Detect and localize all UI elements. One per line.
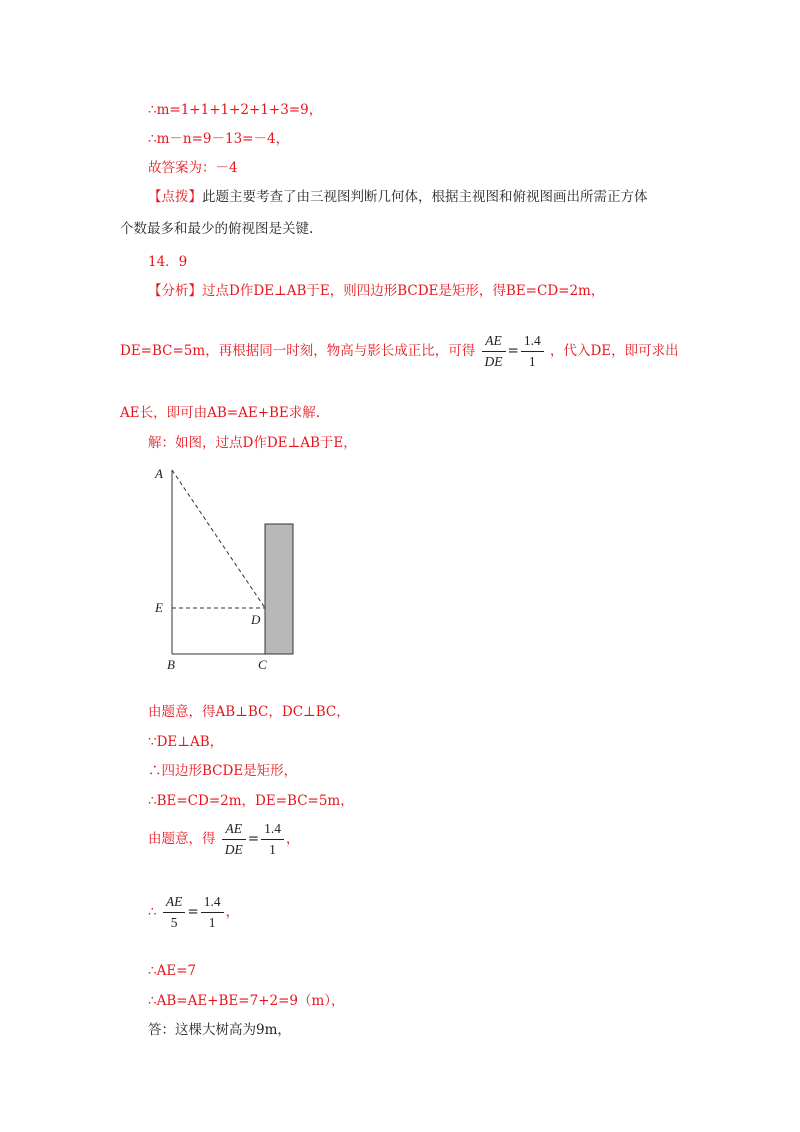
- question-number: 14．9: [148, 254, 188, 270]
- fraction-denominator: 5: [170, 915, 178, 930]
- equals-sign: =: [507, 343, 519, 359]
- line-m-sum: ∴m=1+1+1+2+1+3=9，: [148, 102, 323, 118]
- fraction-ae-de: [222, 820, 246, 859]
- geometry-figure: [150, 462, 310, 672]
- line-comment: [148, 188, 648, 206]
- fraction-ratio: [201, 893, 224, 932]
- line-because: ∵DE⊥AB，: [148, 734, 224, 750]
- line-ae-result: ∴AE=7: [148, 963, 197, 979]
- line-analysis-end: AE长，即可由AB=AE+BE求解.: [120, 405, 321, 421]
- therefore-symbol: ∴: [148, 904, 157, 920]
- label-e: E: [155, 600, 163, 615]
- comment-text: 此题主要考查了由三视图判断几何体，根据主视图和俯视图画出所需正方体: [202, 189, 648, 205]
- line-lengths: ∴BE=CD=2m，DE=BC=5m，: [148, 793, 354, 809]
- line-analysis-proportion: [120, 332, 679, 371]
- line-proportion: [148, 820, 299, 859]
- substitution-suffix: ，: [225, 904, 240, 920]
- fraction-numerator: AE: [482, 332, 506, 352]
- line-analysis: [148, 282, 604, 300]
- fraction-ratio: [261, 820, 284, 859]
- line-m-minus-n: ∴m－n=9－13=－4，: [148, 131, 290, 147]
- label-a: A: [155, 466, 163, 481]
- analysis-tag: 【分析】: [148, 283, 202, 299]
- fraction-numerator: AE: [222, 820, 246, 840]
- label-c: C: [258, 657, 267, 672]
- fraction-numerator: 1.4: [521, 332, 544, 352]
- analysis-text: 过点D作DE⊥AB于E，则四边形BCDE是矩形，得BE=CD=2m，: [202, 283, 605, 299]
- fraction-numerator: AE: [163, 893, 186, 913]
- fraction-denominator: 1: [528, 354, 536, 369]
- fraction-ae-5: [163, 893, 186, 932]
- line-given: 由题意，得AB⊥BC，DC⊥BC，: [148, 704, 350, 720]
- fraction-denominator: 1: [269, 842, 276, 857]
- comment-tag: 【点拨】: [148, 189, 202, 205]
- proportion-prefix: 由题意，得: [148, 831, 216, 847]
- line-solution-start: 解：如图，过点D作DE⊥AB于E，: [148, 435, 357, 451]
- segment-ad-dashed: [172, 470, 265, 608]
- line-answer: 故答案为：－4: [148, 160, 238, 176]
- label-d: D: [251, 612, 261, 627]
- equals-sign: =: [187, 904, 199, 920]
- building-rect: [265, 524, 293, 654]
- label-b: B: [167, 657, 175, 672]
- proportion-intro: DE=BC=5m，再根据同一时刻，物高与影长成正比，可得: [120, 343, 476, 359]
- fraction-numerator: 1.4: [261, 820, 284, 840]
- line-final-answer: 答：这棵大树高为9m，: [148, 1022, 291, 1038]
- fraction-denominator: DE: [224, 842, 243, 857]
- equals-sign: =: [247, 831, 260, 847]
- proportion-outro: ，代入DE，即可求出: [549, 343, 679, 359]
- line-ab-result: ∴AB=AE+BE=7+2=9（m），: [148, 993, 345, 1009]
- fraction-ae-de: [482, 332, 506, 371]
- fraction-denominator: 1: [208, 915, 216, 930]
- line-comment-cont: 个数最多和最少的俯视图是关键.: [120, 221, 314, 237]
- fraction-ratio: [521, 332, 544, 371]
- fraction-numerator: 1.4: [201, 893, 224, 913]
- fraction-denominator: DE: [484, 354, 503, 369]
- proportion-suffix: ，: [285, 831, 300, 847]
- line-rectangle: ∴四边形BCDE是矩形，: [148, 763, 298, 779]
- line-substitution: [148, 893, 239, 932]
